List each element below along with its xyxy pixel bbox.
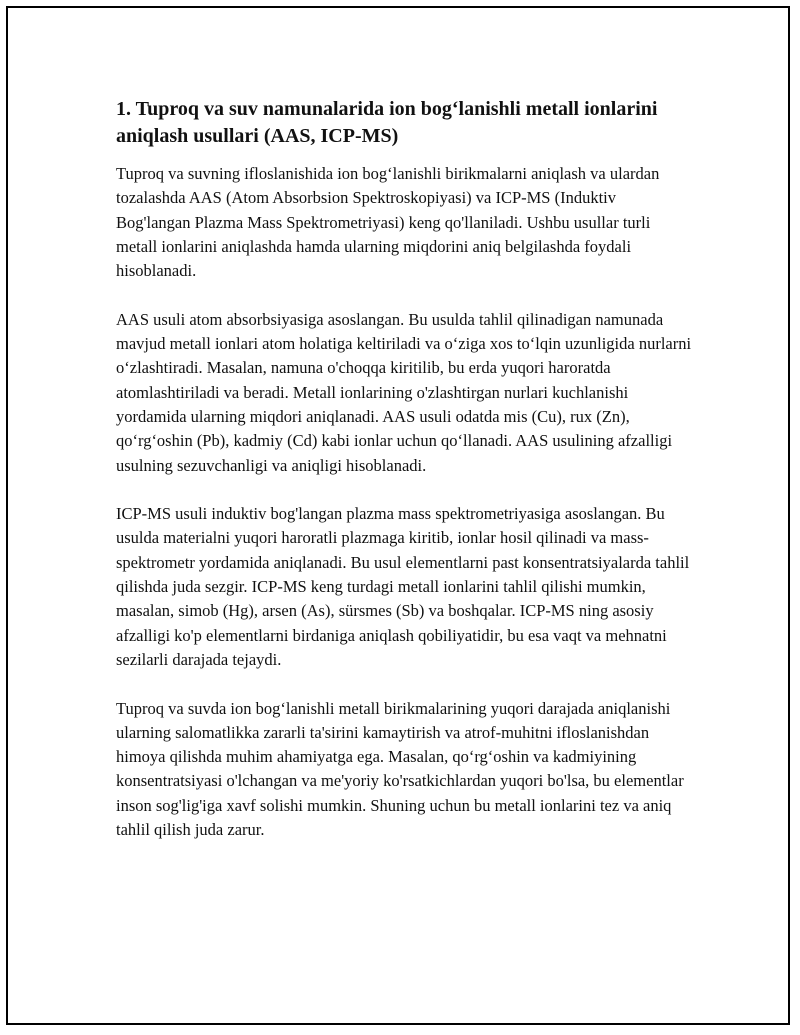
paragraph-aas: AAS usuli atom absorbsiyasiga asoslangan. Bu usulda tahlil qilinadigan namunada mavjud metall ionlari atom holatiga keltiriladi va o‘ziga xos to‘lqin uzunligida nurlarni o‘zlashtiradi. Masalan, namuna o'choqqa kiritilib, bu erda yuqori haroratda atomlashtiriladi va beradi. Metall ionlarining o'zlashtirgan nurlari kuchlanishi yordamida ularning miqdori aniqlanadi. AAS usuli odatda mis (Cu), rux (Zn), qo‘rg‘oshin (Pb), kadmiy (Cd) kabi ionlar uchun qo‘llanadi. AAS usulining afzalligi usulning sezuvchanligi va aniqligi hisoblanadi. <box>116 309 692 475</box>
document-body <box>116 96 692 867</box>
paragraph-conclusion: Tuproq va suvda ion bog‘lanishli metall birikmalarining yuqori darajada aniqlanishi ularning salomatlikka zararli ta'sirini kamaytirish va atrof-muhitni ifloslanishdan himoya qilishda muhim ahamiyatga ega. Masalan, qo‘rg‘oshin va kadmiyining konsentratsiyasi o'lchangan va me'yoriy ko'rsatkichlardan yuqori bo'lsa, bu elementlar inson sog'lig'iga xavf solishi mumkin. Shuning uchun bu metall ionlarini tez va aniq tahlil qilish juda zarur. <box>116 698 684 840</box>
paragraph-intro: Tuproq va suvning ifloslanishida ion bog‘lanishli birikmalarni aniqlash va ulardan tozalashda AAS (Atom Absorbsion Spektroskopiyasi) va ICP-MS (Induktiv Bog'langan Plazma Mass Spektrometriyasi) keng qo'llaniladi. Ushbu usullar turli metall ionlarini aniqlashda hamda ularning miqdorini aniq belgilashda foydali hisoblanadi. <box>116 164 660 281</box>
section-heading: 1. Tuproq va suv namunalarida ion bog‘lanishli metall ionlarini aniqlash usullari (AAS, ICP-MS) <box>116 98 658 147</box>
paragraph-icp-ms: ICP-MS usuli induktiv bog'langan plazma mass spektrometriyasiga asoslangan. Bu usulda materialni yuqori haroratli plazmaga kiritib, ionlar hosil qilinadi va mass-spektrometr yordamida aniqlanadi. Bu usul elementlarni past konsentratsiyalarda tahlil qilishda juda sezgir. ICP-MS keng turdagi metall ionlarini tahlil qilishi mumkin, masalan, simob (Hg), arsen (As), sürsmes (Sb) va boshqalar. ICP-MS ning asosiy afzalligi ko'p elementlarni birdaniga aniqlash qobiliyatidir, bu esa vaqt va mehnatni sezilarli darajada tejaydi. <box>116 504 690 669</box>
